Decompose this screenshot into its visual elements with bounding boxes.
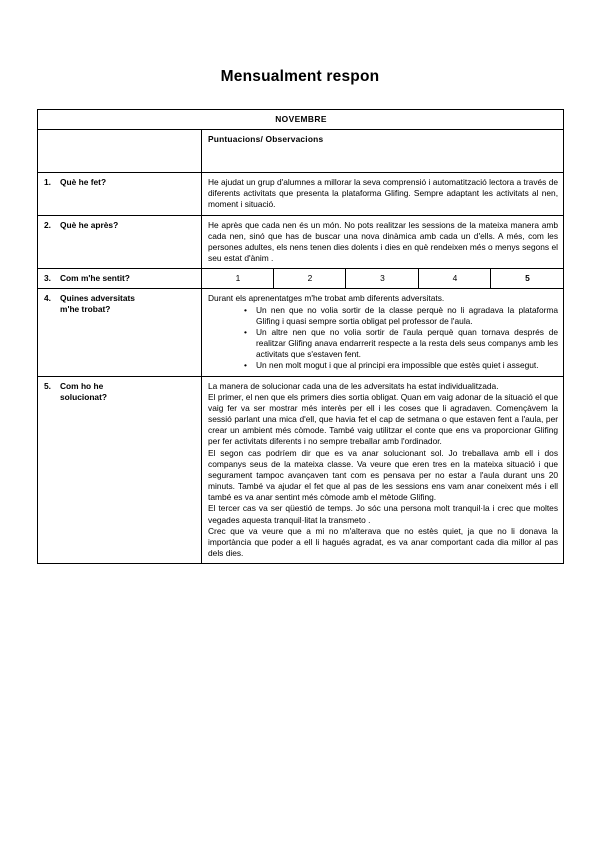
rating-option-3[interactable]: 3 bbox=[346, 269, 419, 289]
rating-option-5[interactable]: 5 bbox=[491, 269, 564, 289]
rating-option-1[interactable]: 1 bbox=[202, 269, 274, 289]
observations-header: Puntuacions/ Observacions bbox=[202, 130, 564, 173]
question-5-paragraph: La manera de solucionar cada una de les adversitats ha estat individualitzada. bbox=[208, 380, 499, 391]
question-1-answer-text: He ajudat un grup d'alumnes a millorar la seva comprensió i automatització lectora a través de diferents activitats que presenta la plataforma Glifing. Sempre adaptant les activitats al nen, moment i situació. bbox=[208, 177, 559, 210]
question-4-text-line-2: m'he trobat? bbox=[60, 304, 111, 315]
table-row-q3 bbox=[38, 269, 564, 289]
question-5-paragraph: Crec que va veure que a mi no m'alterava que no estès quiet, ja que no li donava la importància que poder a ell li hagués agradat, es va anar comportant cada dia millor al pas dels dies. bbox=[208, 525, 559, 559]
table-row-q1 bbox=[38, 173, 564, 216]
question-3-number: 3. bbox=[44, 273, 51, 284]
question-4-label bbox=[38, 289, 202, 376]
empty-corner-cell bbox=[38, 130, 202, 173]
question-5-answer bbox=[202, 376, 564, 564]
question-3-text: Com m'he sentit? bbox=[60, 273, 130, 284]
list-item: • Un altre nen que no volia sortir de l'aula perquè quan tornava després de realitzar Glifing anava endarrerit respecte a la resta dels seus companys amb les activitats que s'estaven fent. bbox=[244, 327, 558, 361]
rating-option-4[interactable]: 4 bbox=[419, 269, 491, 289]
table-row-q5 bbox=[38, 376, 564, 564]
question-5-label bbox=[38, 376, 202, 564]
question-4-number: 4. bbox=[44, 293, 51, 304]
question-4-answer bbox=[202, 289, 564, 376]
question-2-number: 2. bbox=[44, 219, 51, 230]
question-5-text-line-1: Com ho he bbox=[60, 380, 104, 391]
question-5-number: 5. bbox=[44, 380, 51, 391]
question-1-answer bbox=[202, 173, 564, 216]
question-4-intro: Durant els aprenentatges m'he trobat amb diferents adversitats. bbox=[208, 293, 445, 304]
question-5-paragraph: El tercer cas va ser qüestió de temps. Jo sóc una persona molt tranquil·la i crec que moltes vegades aquesta tranquil·litat la transmeto . bbox=[208, 503, 559, 525]
question-2-text: Què he après? bbox=[60, 219, 119, 230]
question-1-text: Què he fet? bbox=[60, 177, 107, 188]
question-5-paragraph: El primer, el nen que els primers dies sortia obligat. Quan em vaig adonar de la situació el que vaig fer va ser mostrar més interès per ell i les coses que li agradaven. Començàvem la sessió parlant una mica d'ell, que havia fet el cap de setmana o que estaven fent a l'aula, per crear un ambient més còmode. També vaig utilitzar el conte que ens va proporcionar Glifing per fer activitats diferents i no sempre treballar amb l'ordinador. bbox=[208, 391, 559, 447]
question-3-label bbox=[38, 269, 202, 289]
question-2-label bbox=[38, 215, 202, 269]
adversity-list bbox=[208, 305, 558, 372]
rating-option-2[interactable]: 2 bbox=[274, 269, 346, 289]
page-title: Mensualment respon bbox=[220, 68, 380, 85]
question-4-label-line-1 bbox=[44, 293, 196, 304]
question-2-answer-text: He après que cada nen és un món. No pots realitzar les sessions de la mateixa manera amb cada nen, sinó que has de buscar una nova dinàmica amb cada un d'ells. A més, com les persones adultes, els nens tenen dies dolents i dies en què rendeixen més o menys segons el seu estat d'ànim . bbox=[208, 219, 559, 264]
table-row-section-header bbox=[38, 130, 564, 173]
question-5-paragraph: El segon cas podríem dir que es va anar solucionant sol. Jo treballava amb ell i dos companys seus de la mateixa classe. Va veure que eren tres en la mateixa situació i que segurament tampoc avançaven tant com es pensava per no estar a l'aula durant uns 20 minuts. També va ajudar el fet que al pas de les sessions ens vam anar coneixent més i ell també es va anar sentint més còmode amb el mètode Glifing. bbox=[208, 447, 559, 503]
table-row-month bbox=[38, 110, 564, 130]
question-4-text-line-1: Quines adversitats bbox=[60, 293, 135, 304]
list-item: • Un nen que no volia sortir de la classe perquè no li agradava la plataforma Glifing i quasi sempre sortia obligat pel professor de l'aula. bbox=[244, 305, 558, 327]
monthly-response-table bbox=[37, 109, 564, 564]
list-item: • Un nen molt mogut i que al principi era impossible que estès quiet i assegut. bbox=[244, 360, 558, 371]
table-row-q4 bbox=[38, 289, 564, 376]
question-2-answer bbox=[202, 215, 564, 269]
table-row-q2 bbox=[38, 215, 564, 269]
month-header: NOVEMBRE bbox=[38, 110, 564, 130]
question-5-label-line-1 bbox=[44, 381, 196, 392]
question-1-label bbox=[38, 173, 202, 216]
question-1-number: 1. bbox=[44, 177, 51, 188]
question-5-text-line-2: solucionat? bbox=[60, 391, 107, 402]
